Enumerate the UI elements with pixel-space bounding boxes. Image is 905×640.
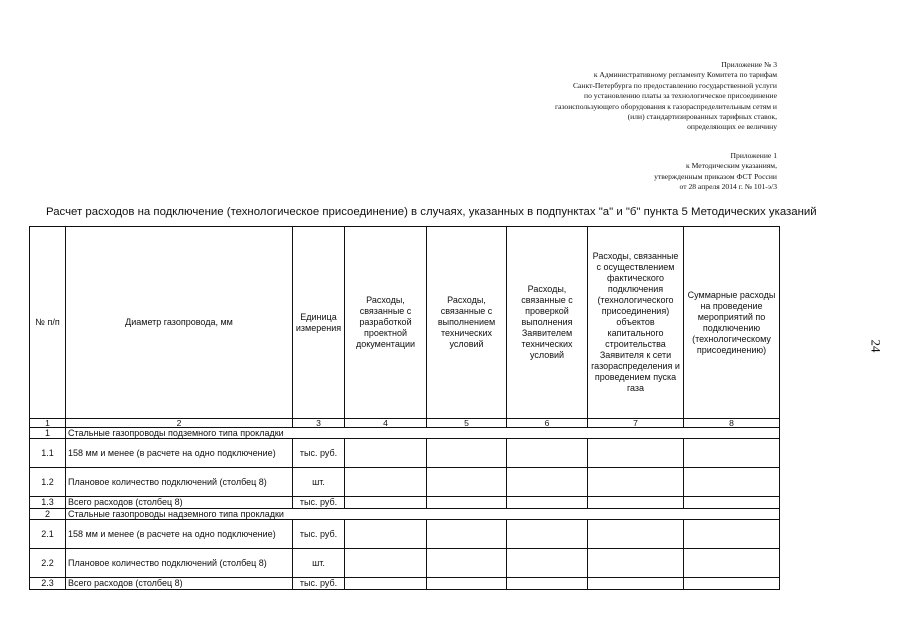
empty-cell [345, 497, 427, 509]
empty-cell [588, 578, 684, 590]
row-unit: тыс. руб. [293, 520, 345, 549]
header-diameter: Диаметр газопровода, мм [66, 227, 293, 419]
header-num: № п/п [30, 227, 66, 419]
column-number: 3 [293, 419, 345, 428]
appendix-1-reference [654, 151, 777, 193]
table-row [30, 439, 780, 468]
column-number: 2 [66, 419, 293, 428]
column-number: 5 [427, 419, 507, 428]
column-number-row [30, 419, 780, 428]
section-row [30, 428, 780, 439]
empty-cell [507, 578, 588, 590]
row-diameter: 158 мм и менее (в расчете на одно подключение) [66, 439, 293, 468]
row-num: 2.1 [30, 520, 66, 549]
row-unit: тыс. руб. [293, 439, 345, 468]
empty-cell [345, 520, 427, 549]
appendix-line: Санкт-Петербурга по предоставлению государственной услуги [572, 80, 777, 90]
column-number: 7 [588, 419, 684, 428]
row-num: 1.2 [30, 468, 66, 497]
empty-cell [427, 497, 507, 509]
empty-cell [684, 578, 780, 590]
section-row [30, 509, 780, 520]
empty-cell [427, 439, 507, 468]
empty-cell [507, 549, 588, 578]
row-diameter: Плановое количество подключений (столбец 8) [66, 549, 293, 578]
table-row [30, 468, 780, 497]
column-number: 4 [345, 419, 427, 428]
row-diameter: Всего расходов (столбец 8) [66, 497, 293, 509]
empty-cell [427, 578, 507, 590]
row-diameter: Всего расходов (столбец 8) [66, 578, 293, 590]
row-num: 1.3 [30, 497, 66, 509]
page-number: 24 [868, 339, 884, 353]
empty-cell [427, 549, 507, 578]
section-title: Стальные газопроводы подземного типа прокладки [66, 428, 780, 439]
column-number: 8 [684, 419, 780, 428]
appendix-line: определяющих ее величину [687, 122, 777, 132]
empty-cell [684, 468, 780, 497]
empty-cell [588, 497, 684, 509]
empty-cell [507, 439, 588, 468]
appendix-line: по установлению платы за технологическое присоединение [584, 91, 777, 101]
empty-cell [427, 520, 507, 549]
empty-cell [588, 439, 684, 468]
appendix-line: газоиспользующего оборудования к газораспределительным сетям и [554, 101, 777, 111]
empty-cell [588, 520, 684, 549]
column-number: 1 [30, 419, 66, 428]
empty-cell [684, 497, 780, 509]
header-tech-conditions: Расходы, связанные с выполнением технических условий [427, 227, 507, 419]
empty-cell [345, 468, 427, 497]
empty-cell [345, 578, 427, 590]
header-project-docs: Расходы, связанные с разработкой проектной документации [345, 227, 427, 419]
header-row [30, 227, 780, 419]
section-num: 1 [30, 428, 66, 439]
appendix-line: утвержденным приказом ФСТ России [654, 171, 777, 181]
row-diameter: Плановое количество подключений (столбец 8) [66, 468, 293, 497]
table-row [30, 578, 780, 590]
empty-cell [507, 520, 588, 549]
appendix-line: Приложение 1 [730, 151, 777, 160]
document-title: Расчет расходов на подключение (технологическое присоединение) в случаях, указанных в подпунктах "а" и "б" пункта 5 Методических указаний [46, 206, 817, 218]
header-verification: Расходы, связанные с проверкой выполнения Заявителем технических условий [507, 227, 588, 419]
appendix-line: (или) стандартизированных тарифных ставок, [627, 112, 777, 122]
table-row [30, 520, 780, 549]
column-number: 6 [507, 419, 588, 428]
table-row [30, 497, 780, 509]
row-num: 2.3 [30, 578, 66, 590]
row-unit: шт. [293, 549, 345, 578]
appendix-line: к Административному регламенту Комитета по тарифам [593, 70, 777, 80]
row-unit: тыс. руб. [293, 497, 345, 509]
empty-cell [684, 439, 780, 468]
row-num: 1.1 [30, 439, 66, 468]
empty-cell [588, 549, 684, 578]
empty-cell [345, 439, 427, 468]
header-unit: Единица измерения [293, 227, 345, 419]
section-num: 2 [30, 509, 66, 520]
row-unit: шт. [293, 468, 345, 497]
empty-cell [684, 549, 780, 578]
row-unit: тыс. руб. [293, 578, 345, 590]
appendix-line: от 28 апреля 2014 г. № 101-э/3 [679, 182, 777, 192]
empty-cell [588, 468, 684, 497]
row-num: 2.2 [30, 549, 66, 578]
row-diameter: 158 мм и менее (в расчете на одно подключение) [66, 520, 293, 549]
header-total: Суммарные расходы на проведение мероприятий по подключению (технологическому присоединению) [684, 227, 780, 419]
empty-cell [345, 549, 427, 578]
section-title: Стальные газопроводы надземного типа прокладки [66, 509, 780, 520]
appendix-line: Приложение № 3 [721, 60, 777, 69]
appendix-3-reference [555, 60, 777, 133]
appendix-line: к Методическим указаниям, [686, 161, 777, 171]
empty-cell [427, 468, 507, 497]
header-actual-connection: Расходы, связанные с осуществлением фактического подключения (технологического присоединения) объектов капитального строительства Заявителя к сети газораспределения и проведением пуска газа [588, 227, 684, 419]
table-row [30, 549, 780, 578]
empty-cell [507, 468, 588, 497]
expense-table [29, 226, 780, 590]
empty-cell [684, 520, 780, 549]
empty-cell [507, 497, 588, 509]
